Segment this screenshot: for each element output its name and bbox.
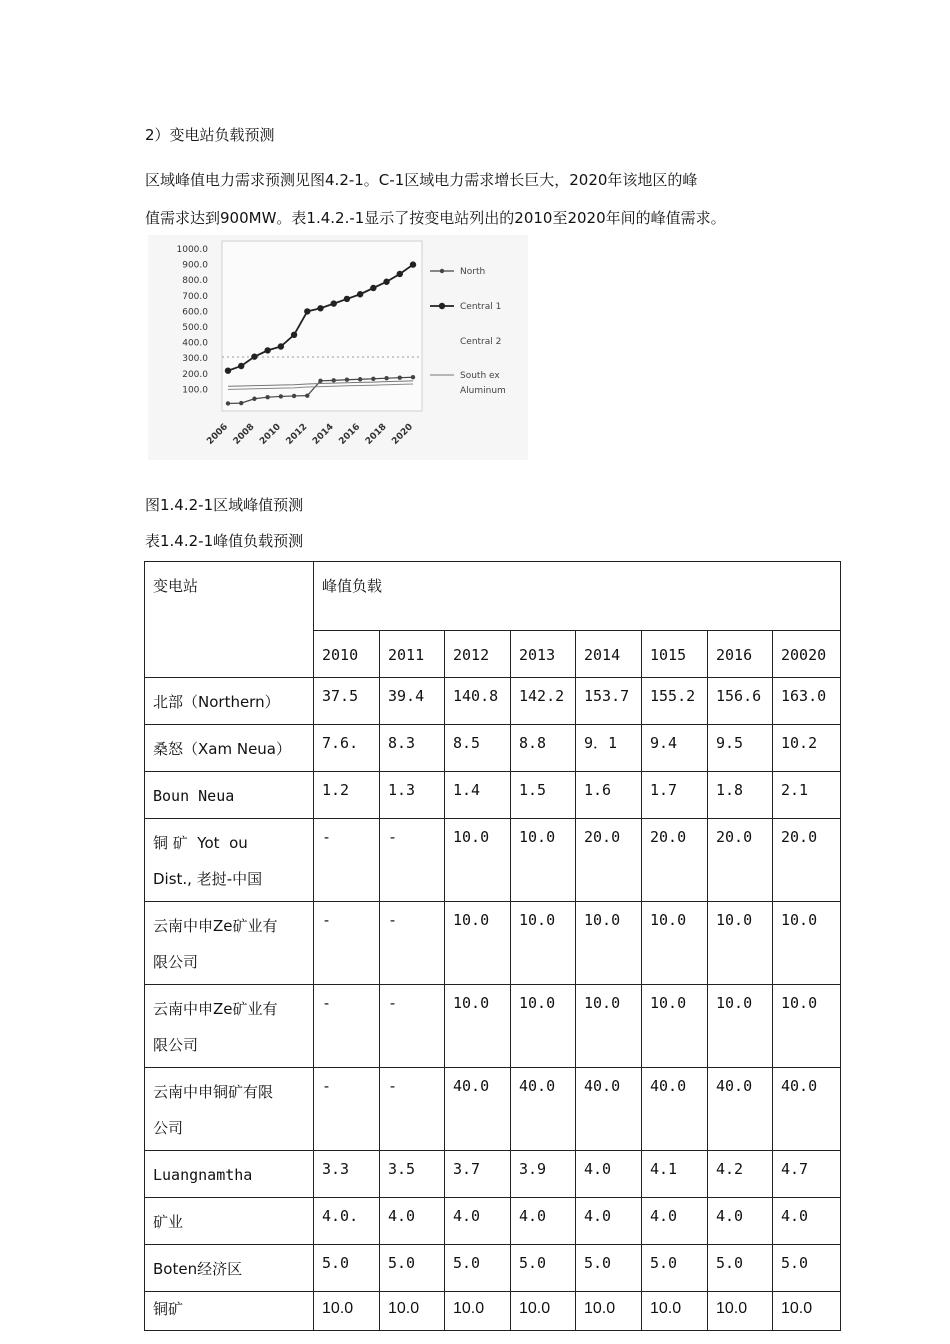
value-cell: 10.0 <box>773 985 841 1068</box>
value-cell: 40.0 <box>511 1068 576 1151</box>
data-point <box>225 367 231 373</box>
value-cell: 4.1 <box>642 1151 708 1198</box>
value-cell: 1.3 <box>380 772 445 819</box>
station-name <box>145 819 314 902</box>
value-cell: 40.0 <box>642 1068 708 1151</box>
table-row <box>145 902 841 985</box>
value-cell: 10.0 <box>380 1292 445 1331</box>
value-cell: 5.0 <box>642 1245 708 1292</box>
value-cell: 5.0 <box>708 1245 773 1292</box>
value-cell: 39.4 <box>380 678 445 725</box>
data-point <box>384 376 388 380</box>
value-cell: 10.0 <box>708 902 773 985</box>
value-cell: 163.0 <box>773 678 841 725</box>
station-name: 北部（Northern） <box>145 678 314 725</box>
station-name-line-1: 云南中申Ze矿业有 <box>153 1000 278 1018</box>
value-cell: 4.0. <box>314 1198 380 1245</box>
data-point <box>305 393 309 397</box>
value-cell: 10.2 <box>773 725 841 772</box>
value-cell: 10.0 <box>576 902 642 985</box>
peak-forecast-figure <box>148 235 528 460</box>
table-row <box>145 725 841 772</box>
y-tick-label: 700.0 <box>182 291 208 302</box>
legend-label: Central 1 <box>460 302 502 312</box>
x-tick-label: 2012 <box>284 422 310 447</box>
table-row <box>145 1151 841 1198</box>
data-point <box>370 285 376 291</box>
station-name-line-1: 云南中申Ze矿业有 <box>153 917 278 935</box>
data-point <box>292 394 296 398</box>
x-tick-label: 2008 <box>231 422 257 447</box>
y-tick-label: 1000.0 <box>176 245 208 255</box>
x-tick-label: 2020 <box>390 422 416 447</box>
data-point <box>345 378 349 382</box>
value-cell: 1.5 <box>511 772 576 819</box>
value-cell: 10.0 <box>445 902 511 985</box>
value-cell: 10.0 <box>445 985 511 1068</box>
data-point <box>357 291 363 297</box>
station-name: Boten经济区 <box>145 1245 314 1292</box>
value-cell: 10.0 <box>708 985 773 1068</box>
value-cell: 4.0 <box>708 1198 773 1245</box>
y-tick-label: 500.0 <box>182 323 208 333</box>
y-tick-label: 600.0 <box>182 307 208 318</box>
year-cell: 2012 <box>445 631 511 678</box>
value-cell: 10.0 <box>773 902 841 985</box>
y-tick-label: 200.0 <box>182 369 208 380</box>
year-cell: 2014 <box>576 631 642 678</box>
value-cell: 9.5 <box>708 725 773 772</box>
data-point <box>331 300 337 306</box>
value-cell: 3.9 <box>511 1151 576 1198</box>
data-point <box>317 305 323 311</box>
value-cell: - <box>380 819 445 902</box>
station-name-line-1: 云南中申铜矿有限 <box>153 1083 274 1101</box>
value-cell: 10.0 <box>642 1292 708 1331</box>
table-row <box>145 1245 841 1292</box>
value-cell: 40.0 <box>445 1068 511 1151</box>
value-cell: - <box>380 902 445 985</box>
value-cell: 20.0 <box>773 819 841 902</box>
y-tick-label: 100.0 <box>182 385 208 396</box>
data-point <box>238 363 244 369</box>
legend-label: North <box>460 267 486 277</box>
value-cell: 3.3 <box>314 1151 380 1198</box>
data-point <box>411 375 415 379</box>
value-cell: 10.0 <box>642 902 708 985</box>
value-cell: 10.0 <box>445 819 511 902</box>
data-point <box>291 332 297 338</box>
value-cell: 9．1 <box>576 725 642 772</box>
x-tick-label: 2018 <box>363 422 389 447</box>
value-cell: 140.8 <box>445 678 511 725</box>
section-heading: 2）变电站负载预测 <box>145 126 275 144</box>
value-cell: 2.1 <box>773 772 841 819</box>
value-cell: 1.8 <box>708 772 773 819</box>
value-cell: 1.7 <box>642 772 708 819</box>
station-name-line-2: 公司 <box>153 1119 184 1137</box>
value-cell: 10.0 <box>511 819 576 902</box>
station-name: 矿业 <box>145 1198 314 1245</box>
station-name-line-2: Dist., 老挝-中国 <box>153 870 263 888</box>
y-tick-label: 400.0 <box>182 338 208 349</box>
data-point <box>344 296 350 302</box>
y-tick-label: 300.0 <box>182 354 208 365</box>
value-cell: 8.5 <box>445 725 511 772</box>
value-cell: 8.3 <box>380 725 445 772</box>
value-cell: 10.0 <box>445 1292 511 1331</box>
table-header-row <box>145 562 841 631</box>
value-cell: 20.0 <box>708 819 773 902</box>
value-cell: 40.0 <box>708 1068 773 1151</box>
value-cell: 5.0 <box>511 1245 576 1292</box>
data-point <box>252 397 256 401</box>
intro-paragraph <box>145 161 825 237</box>
data-point <box>397 271 403 277</box>
station-name <box>145 985 314 1068</box>
station-name-line-2: 限公司 <box>153 953 199 971</box>
value-cell: 10.0 <box>708 1292 773 1331</box>
value-cell: 10.0 <box>642 985 708 1068</box>
table-row <box>145 772 841 819</box>
legend-label: South ex <box>460 371 500 381</box>
data-point <box>278 343 284 349</box>
value-cell: 142.2 <box>511 678 576 725</box>
value-cell: 3.5 <box>380 1151 445 1198</box>
legend-marker <box>439 303 445 309</box>
data-point <box>371 377 375 381</box>
station-name: Luangnamtha <box>145 1151 314 1198</box>
data-point <box>265 395 269 399</box>
value-cell: 155.2 <box>642 678 708 725</box>
value-cell: 10.0 <box>511 902 576 985</box>
value-cell: 4.0 <box>642 1198 708 1245</box>
value-cell: 10.0 <box>576 1292 642 1331</box>
data-point <box>358 377 362 381</box>
value-cell: 5.0 <box>445 1245 511 1292</box>
peak-load-table <box>144 561 841 1331</box>
value-cell: 4.0 <box>773 1198 841 1245</box>
value-cell: 40.0 <box>773 1068 841 1151</box>
value-cell: 5.0 <box>773 1245 841 1292</box>
table-row <box>145 1198 841 1245</box>
year-cell: 2016 <box>708 631 773 678</box>
table-row <box>145 819 841 902</box>
year-cell: 1015 <box>642 631 708 678</box>
x-tick-label: 2016 <box>337 422 363 447</box>
value-cell: - <box>314 819 380 902</box>
value-cell: 7.6. <box>314 725 380 772</box>
value-cell: - <box>380 1068 445 1151</box>
year-cell: 2011 <box>380 631 445 678</box>
x-tick-label: 2010 <box>258 422 283 447</box>
data-point <box>398 376 402 380</box>
y-tick-label: 800.0 <box>182 276 208 287</box>
value-cell: 3.7 <box>445 1151 511 1198</box>
value-cell: 10.0 <box>511 1292 576 1331</box>
value-cell: - <box>380 985 445 1068</box>
year-cell: 20020 <box>773 631 841 678</box>
value-cell: 1.6 <box>576 772 642 819</box>
value-cell: 156.6 <box>708 678 773 725</box>
value-cell: 20.0 <box>576 819 642 902</box>
value-cell: 9.4 <box>642 725 708 772</box>
value-cell: - <box>314 1068 380 1151</box>
data-point <box>251 353 257 359</box>
station-name <box>145 1068 314 1151</box>
value-cell: 8.8 <box>511 725 576 772</box>
value-cell: 4.0 <box>445 1198 511 1245</box>
data-point <box>318 379 322 383</box>
value-cell: 4.0 <box>380 1198 445 1245</box>
legend-label: Aluminum <box>460 386 506 396</box>
station-name-line-1: 铜 矿 Yot ou <box>153 834 248 852</box>
table-row <box>145 1292 841 1331</box>
header-station: 变电站 <box>145 562 314 678</box>
value-cell: 37.5 <box>314 678 380 725</box>
paragraph-line-2: 值需求达到900MW。表1.4.2.-1显示了按变电站列出的2010至2020年间的峰值需求。 <box>145 209 726 227</box>
value-cell: 5.0 <box>380 1245 445 1292</box>
value-cell: 4.0 <box>511 1198 576 1245</box>
table-row <box>145 985 841 1068</box>
paragraph-line-1: 区域峰值电力需求预测见图4.2-1。C-1区域电力需求增长巨大，2020年该地区的峰 <box>145 171 698 189</box>
data-point <box>264 347 270 353</box>
y-tick-label: 900.0 <box>182 260 208 271</box>
value-cell: 1.2 <box>314 772 380 819</box>
value-cell: 153.7 <box>576 678 642 725</box>
value-cell: 10.0 <box>576 985 642 1068</box>
value-cell: - <box>314 985 380 1068</box>
value-cell: 4.2 <box>708 1151 773 1198</box>
value-cell: 10.0 <box>511 985 576 1068</box>
figure-caption: 图1.4.2-1区域峰值预测 <box>145 496 304 514</box>
value-cell: 5.0 <box>576 1245 642 1292</box>
data-point <box>279 394 283 398</box>
table-caption: 表1.4.2-1峰值负载预测 <box>145 532 304 550</box>
station-name: 铜矿 <box>145 1292 314 1331</box>
value-cell: 20.0 <box>642 819 708 902</box>
data-point <box>226 401 230 405</box>
peak-forecast-chart <box>148 235 528 460</box>
value-cell: - <box>314 902 380 985</box>
value-cell: 5.0 <box>314 1245 380 1292</box>
table-row <box>145 678 841 725</box>
value-cell: 10.0 <box>773 1292 841 1331</box>
legend-label: Central 2 <box>460 337 502 347</box>
header-peak-load: 峰值负载 <box>314 562 841 631</box>
data-point <box>239 401 243 405</box>
x-tick-label: 2014 <box>311 422 336 447</box>
table-row <box>145 1068 841 1151</box>
data-point <box>304 308 310 314</box>
value-cell: 4.0 <box>576 1198 642 1245</box>
value-cell: 4.0 <box>576 1151 642 1198</box>
station-name: Boun Neua <box>145 772 314 819</box>
data-point <box>410 261 416 267</box>
year-cell: 2013 <box>511 631 576 678</box>
station-name-line-2: 限公司 <box>153 1036 199 1054</box>
station-name <box>145 902 314 985</box>
station-name: 桑怒（Xam Neua） <box>145 725 314 772</box>
value-cell: 10.0 <box>314 1292 380 1331</box>
value-cell: 1.4 <box>445 772 511 819</box>
data-point <box>332 378 336 382</box>
data-point <box>383 279 389 285</box>
value-cell: 4.7 <box>773 1151 841 1198</box>
year-cell: 2010 <box>314 631 380 678</box>
value-cell: 40.0 <box>576 1068 642 1151</box>
x-tick-label: 2006 <box>205 422 231 447</box>
legend-marker <box>440 269 444 273</box>
